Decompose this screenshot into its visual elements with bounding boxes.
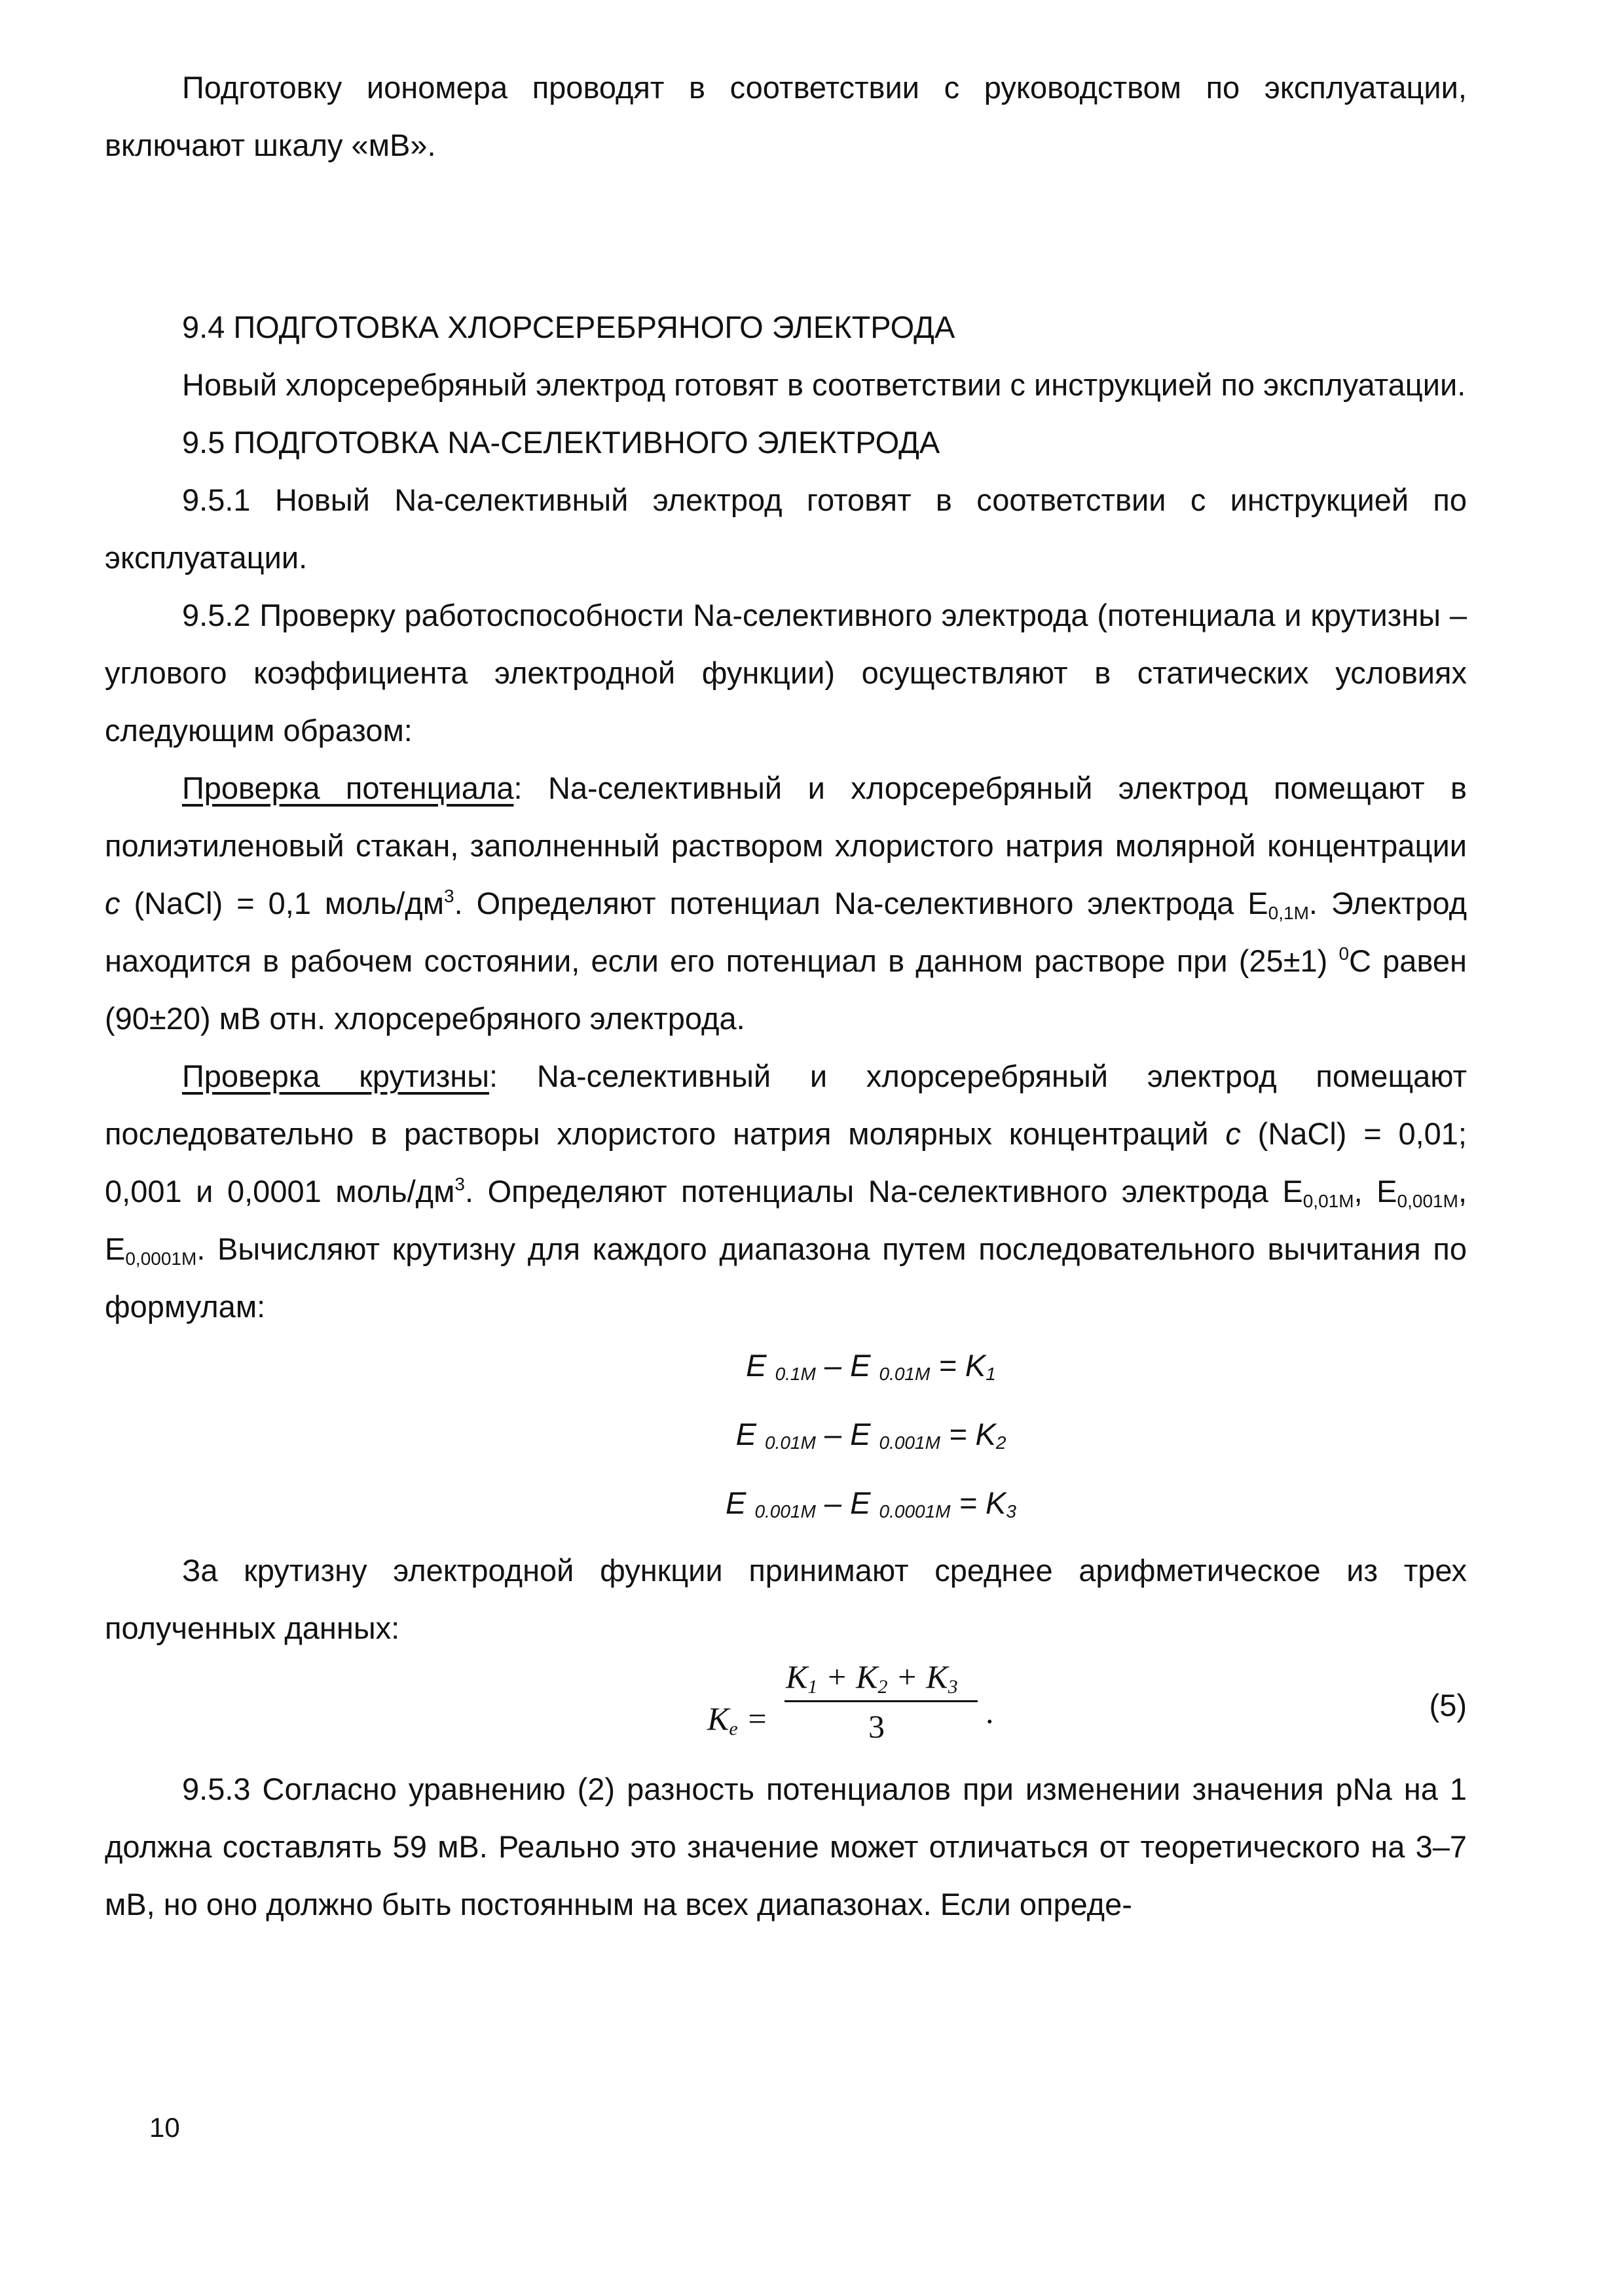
paragraph-9-5-1: 9.5.1 Новый Na-селективный электрод готовят в соответствии с инструкцией по эксплуатации. [105,483,1467,575]
fraction-denominator: 3 [868,1708,885,1745]
heading-9-4: 9.4 ПОДГОТОВКА ХЛОРСЕРЕБРЯНОГО ЭЛЕКТРОДА [182,310,955,344]
heading-9-5: 9.5 ПОДГОТОВКА NA-СЕЛЕКТИВНОГО ЭЛЕКТРОДА [182,425,940,460]
page-number: 10 [149,2112,180,2143]
paragraph-9-5-3: 9.5.3 Согласно уравнению (2) разность потенциалов при изменении значения pNa на 1 должна составлять 59 мВ. Реально это значение может отличаться от теоретического на 3–7 мВ, но оно должно быть постоянным на всех диапазонах. Если опреде- [105,1772,1467,1922]
slope-formulas [275,1336,1467,1542]
paragraph-9-4: Новый хлорсеребряный электрод готовят в соответствии с инструкцией по эксплуатации. [182,367,1466,402]
slope-check-label: Проверка крутизны [182,1059,490,1093]
paragraph-potential-check: Проверка потенциала: Na-селективный и хлорсеребряный электрод помещают в полиэтиленовый стакан, заполненный раствором хлористого натрия молярной концентрации c (NaCl) = 0,1 моль/$дм^3$. Определяют потенциал Na-селективного электрода $Е_{0,1М}$. Электрод находится в рабочем состоянии, если его потенциал в данном растворе при (25±1) $^0$С равен (90±20) мВ отн. хлорсеребряного электрода. [105,771,1467,1036]
paragraph-slope-check: Проверка крутизны: Na-селективный и хлорсеребряный электрод помещают последовательно в растворы хлористого натрия молярных концентраций c (NaCl) = 0,01; 0,001 и 0,0001 моль/$дм^3$. Определяют потенциалы Na-селективного электрода $Е_{0,01М}$, $Е_{0,001М}$, $Е_{0,0001М}$. Вычисляют крутизну для каждого диапазона путем последовательного вычитания по формулам: [105,1059,1467,1324]
paragraph-9-5-2: 9.5.2 Проверку работоспособности Na-селективного электрода (потенциала и крутизны – углового коэффициента электродной функции) осуществляют в статических условиях следующим образом: [105,598,1467,748]
formula-k3: E $_{0.001M}$ – E $_{0.0001M} = K_3$ [726,1485,1016,1522]
equation-number: (5) [1429,1688,1467,1722]
paragraph-ionomer-prep: Подготовку иономера проводят в соответствии с руководством по эксплуатации, включают шкалу «мВ». [105,70,1467,162]
formula-k2: E $_{0.01M}$ – E $_{0.001M} = K_2$ [735,1417,1006,1453]
formula-k1: E $_{0.1M}$ – E $_{0.01M} = K_1$ [746,1348,996,1384]
document-page [105,59,1467,1933]
potential-check-label: Проверка потенциала [182,771,514,805]
equation-5: $K_e$ = $K_1 + K_2 + K_3$ 3 . (5) [105,1657,1467,1755]
paragraph-mean-slope: За крутизну электродной функции принимают среднее арифметическое из трех полученных данных: [105,1553,1467,1645]
fraction-numerator: $K_1 + K_2 + K_3$ [786,1658,958,1698]
